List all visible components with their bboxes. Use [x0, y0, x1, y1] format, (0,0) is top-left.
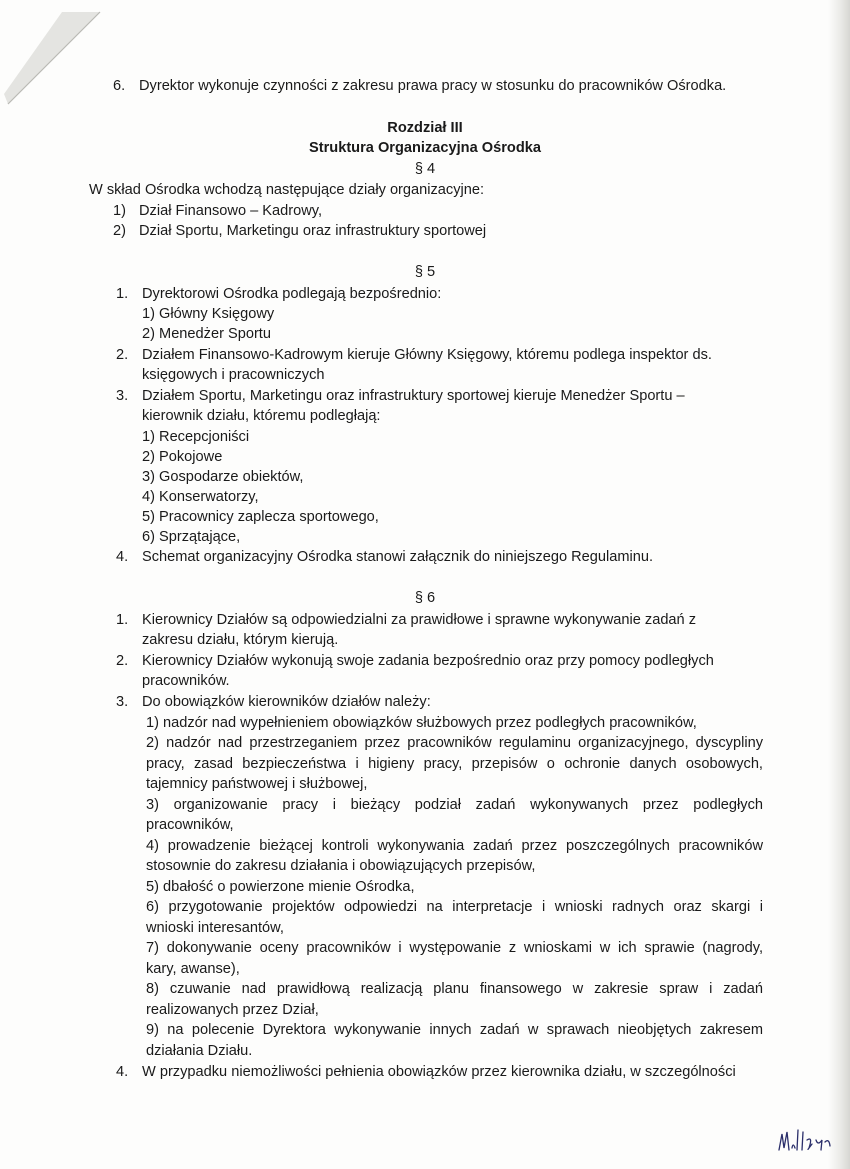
duty-5: 5) dbałość o powierzone mienie Ośrodka, — [146, 879, 415, 895]
section-5-item-1-sub-2: 2) Menedżer Sportu — [142, 326, 271, 342]
section-5-item-3-sub-1: 1) Recepcjoniści — [142, 429, 250, 445]
duty-7-line-2: kary, awanse), — [146, 961, 240, 977]
chapter-subtitle: Struktura Organizacyjna Ośrodka — [309, 140, 541, 156]
section-5-item-3-sub-4: 4) Konserwatorzy, — [142, 489, 259, 505]
duty-8-line-1: 8) czuwanie nad prawidłową realizacją planu finansowego w zakresie spraw i zadań — [146, 981, 763, 997]
section-5-item-3-sub-3: 3) Gospodarze obiektów, — [142, 469, 304, 485]
duty-1: 1) nadzór nad wypełnieniem obowiązków służbowych przez podległych pracowników, — [146, 715, 697, 731]
duty-3-line-1: 3) organizowanie pracy i bieżący podział zadań wykonywanych przez podległych — [146, 797, 763, 813]
duty-4-line-2: stosownie do zakresu działania i obowiązujących przepisów, — [146, 858, 536, 874]
section-4-item-1: Dział Finansowo – Kadrowy, — [139, 203, 323, 219]
section-5-item-3-line-2: kierownik działu, któremu podległają: — [142, 408, 381, 424]
section-6-mark: § 6 — [414, 590, 436, 606]
section-6-item-4: W przypadku niemożliwości pełnienia obowiązków przez kierownika działu, w szczególności — [142, 1064, 736, 1080]
duty-6-line-2: wnioski interesantów, — [146, 920, 284, 936]
section-5-item-3-num: 3. — [116, 388, 129, 404]
section-4-mark: § 4 — [414, 161, 436, 177]
p6-item6-text: Dyrektor wykonuje czynności z zakresu prawa pracy w stosunku do pracowników Ośrodka. — [139, 78, 727, 94]
section-5-item-3-line-1: Działem Sportu, Marketingu oraz infrastruktury sportowej kieruje Menedżer Sportu – — [142, 388, 685, 404]
section-5-item-1: Dyrektorowi Ośrodka podlegają bezpośrednio: — [142, 286, 442, 302]
handwritten-initials — [776, 1126, 834, 1156]
duty-2-line-1: 2) nadzór nad przestrzeganiem przez pracowników regulaminu organizacyjnego, dyscypliny — [146, 735, 763, 751]
section-4-item-2: Dział Sportu, Marketingu oraz infrastruktury sportowej — [139, 223, 487, 239]
section-5-item-2-num: 2. — [116, 347, 129, 363]
section-6-item-1-line-1: Kierownicy Działów są odpowiedzialni za prawidłowe i sprawne wykonywanie zadań z — [142, 612, 697, 628]
chapter-title: Rozdział III — [387, 120, 463, 136]
section-5-item-1-sub-1: 1) Główny Księgowy — [142, 306, 275, 322]
section-6-item-1-num: 1. — [116, 612, 129, 628]
section-5-item-3-sub-5: 5) Pracownicy zaplecza sportowego, — [142, 509, 379, 525]
section-6-item-2-num: 2. — [116, 653, 129, 669]
section-4-item-2-num: 2) — [113, 223, 126, 239]
duty-3-line-2: pracowników, — [146, 817, 234, 833]
section-5-item-2-line-1: Działem Finansowo-Kadrowym kieruje Główny Księgowy, któremu podlega inspektor ds. — [142, 347, 712, 363]
section-4-item-1-num: 1) — [113, 203, 126, 219]
duty-2-line-3: tajemnicy państwowej i służbowej, — [146, 776, 368, 792]
section-6-item-4-num: 4. — [116, 1064, 129, 1080]
section-5-item-3-sub-2: 2) Pokojowe — [142, 449, 223, 465]
section-6-item-2-line-1: Kierownicy Działów wykonują swoje zadania bezpośrednio oraz przy pomocy podległych — [142, 653, 714, 669]
duty-6-line-1: 6) przygotowanie projektów odpowiedzi na interpretacje i wnioski radnych oraz skargi i — [146, 899, 763, 915]
section-5-item-4-num: 4. — [116, 549, 129, 565]
duty-7-line-1: 7) dokonywanie oceny pracowników i występowanie z wnioskami w ich sprawie (nagrody, — [146, 940, 763, 956]
p6-item6-num: 6. — [113, 78, 126, 94]
duty-8-line-2: realizowanych przez Dział, — [146, 1002, 319, 1018]
section-5-item-2-line-2: księgowych i pracowniczych — [142, 367, 325, 383]
duty-9-line-2: działania Działu. — [146, 1043, 253, 1059]
section-4-intro: W skład Ośrodka wchodzą następujące działy organizacyjne: — [89, 182, 485, 198]
section-5-item-3-sub-6: 6) Sprzątające, — [142, 529, 241, 545]
section-6-item-3: Do obowiązków kierowników działów należy: — [142, 694, 431, 710]
duty-9-line-1: 9) na polecenie Dyrektora wykonywanie innych zadań w sprawach nieobjętych zakresem — [146, 1022, 763, 1038]
section-5-item-4: Schemat organizacyjny Ośrodka stanowi załącznik do niniejszego Regulaminu. — [142, 549, 654, 565]
section-6-item-1-line-2: zakresu działu, którym kierują. — [142, 632, 339, 648]
section-6-item-2-line-2: pracowników. — [142, 673, 230, 689]
duty-2-line-2: pracy, zasad bezpieczeństwa i higieny pracy, przepisów o ochronie danych osobowych, — [146, 756, 763, 772]
section-5-item-1-num: 1. — [116, 286, 129, 302]
section-6-item-3-num: 3. — [116, 694, 129, 710]
section-5-mark: § 5 — [414, 264, 436, 280]
duty-4-line-1: 4) prowadzenie bieżącej kontroli wykonywania zadań przez poszczególnych pracowników — [146, 838, 763, 854]
